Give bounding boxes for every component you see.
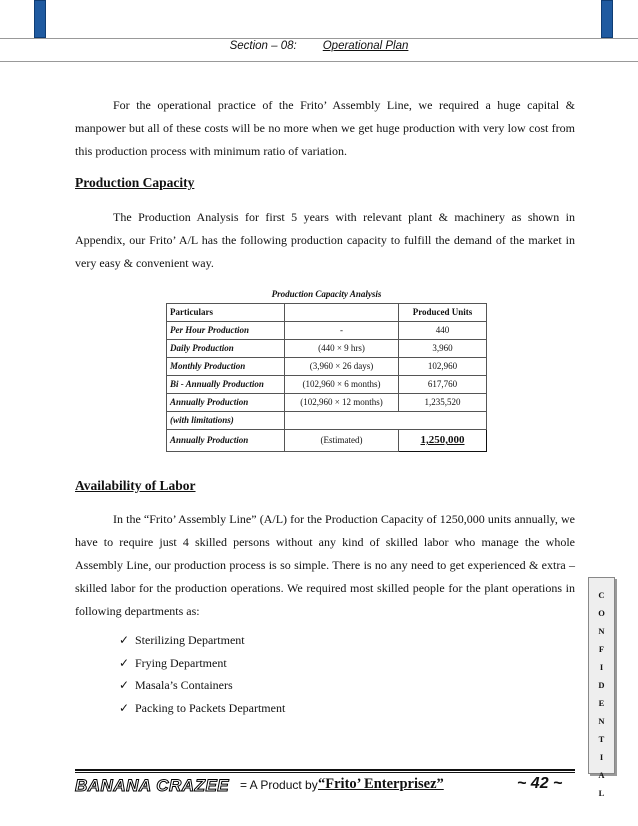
row-calc: (440 × 9 hrs) [285, 339, 399, 357]
check-icon: ✓ [119, 678, 130, 692]
estimated-units: 1,250,000 [399, 429, 487, 451]
estimated-calc: (Estimated) [285, 429, 399, 451]
row-label: Monthly Production [167, 357, 285, 375]
footer-rule-thin [75, 772, 575, 773]
sidebar-letter: D [598, 680, 605, 690]
list-item [119, 629, 285, 652]
table-row [167, 375, 487, 393]
header-accent-bar-right [601, 0, 613, 38]
limitations-label: (with limitations) [167, 411, 285, 429]
section-number: Section – 08: [229, 40, 297, 52]
labor-heading: Availability of Labor [75, 478, 196, 493]
check-icon: ✓ [119, 633, 130, 647]
production-capacity-heading: Production Capacity [75, 175, 195, 190]
header-rule-top [0, 38, 638, 39]
row-calc: (102,960 × 6 months) [285, 375, 399, 393]
department-label: Packing to Packets Department [135, 700, 286, 715]
department-label: Masala’s Containers [135, 678, 233, 692]
limitations-empty [285, 411, 487, 429]
row-units: 1,235,520 [399, 393, 487, 411]
table-row [167, 339, 487, 357]
sidebar-letter: N [598, 716, 605, 726]
sidebar-letter: F [598, 644, 605, 654]
footer-company: “Frito’ Enterprisez” [318, 776, 444, 792]
row-label: Per Hour Production [167, 321, 285, 339]
list-item [119, 652, 285, 675]
table-row-estimated [167, 429, 487, 451]
footer-rule-thick [75, 769, 575, 771]
list-item [119, 697, 285, 720]
table-row [167, 393, 487, 411]
section-title: Operational Plan [322, 40, 409, 52]
row-units: 102,960 [399, 357, 487, 375]
col-particulars: Particulars [167, 303, 285, 321]
intro-paragraph: For the operational practice of the Frito’ Assembly Line, we required a huge capital & manpower but all of these costs will be no more when we get huge production with very low cost from this production process with minimum ratio of variation. [75, 98, 575, 158]
table-row [167, 321, 487, 339]
production-capacity-table [166, 285, 487, 452]
department-list [119, 629, 285, 719]
sidebar-letter: I [599, 662, 604, 672]
row-label: Daily Production [167, 339, 285, 357]
header-rule-bottom [0, 61, 638, 62]
footer-brand: BANANA CRAZEE [75, 776, 230, 795]
row-units: 3,960 [399, 339, 487, 357]
page-number: ~ 42 ~ [517, 775, 563, 792]
col-calc [285, 303, 399, 321]
row-calc: (3,960 × 26 days) [285, 357, 399, 375]
sidebar-letter: I [599, 752, 604, 762]
header-accent-bar-left [34, 0, 46, 38]
department-label: Sterilizing Department [135, 633, 245, 647]
table-title: Production Capacity Analysis [271, 288, 382, 299]
check-icon: ✓ [119, 700, 130, 715]
estimated-label: Annually Production [167, 429, 285, 451]
labor-paragraph: In the “Frito’ Assembly Line” (A/L) for the Production Capacity of 1250,000 units annually, we have to require just 4 skilled persons without any kind of skilled labor who manage the whole Assembly Line, our production process is so simple. There is no any need to get experienced & extra – skilled labor for the production operations. We required most skilled people for the plant operations in following departments as: [75, 512, 575, 618]
department-label: Frying Department [135, 655, 227, 670]
table-row-limitations [167, 411, 487, 429]
check-icon: ✓ [119, 655, 130, 670]
table-row [167, 357, 487, 375]
row-label: Annually Production [167, 393, 285, 411]
sidebar-letter: C [598, 590, 605, 600]
sidebar-letter: O [598, 608, 605, 618]
sidebar-letter: A [598, 770, 605, 780]
row-units: 440 [399, 321, 487, 339]
row-calc: - [285, 321, 399, 339]
sidebar-letter: E [598, 698, 605, 708]
confidential-sidebar [588, 577, 615, 798]
col-produced-units: Produced Units [399, 303, 487, 321]
sidebar-letter: N [598, 626, 605, 636]
list-item [119, 674, 285, 697]
page-header [0, 40, 638, 52]
row-calc: (102,960 × 12 months) [285, 393, 399, 411]
sidebar-letter: T [598, 734, 605, 744]
sidebar-letter: L [598, 788, 605, 798]
production-capacity-paragraph: The Production Analysis for first 5 years with relevant plant & machinery as shown in Appendix, our Frito’ A/L has the following production capacity to fulfill the demand of the market in very easy & convenient way. [75, 210, 575, 270]
table-header-row [167, 303, 487, 321]
row-label: Bi - Annually Production [167, 375, 285, 393]
footer-product-text: = A Product by [240, 778, 318, 792]
row-units: 617,760 [399, 375, 487, 393]
